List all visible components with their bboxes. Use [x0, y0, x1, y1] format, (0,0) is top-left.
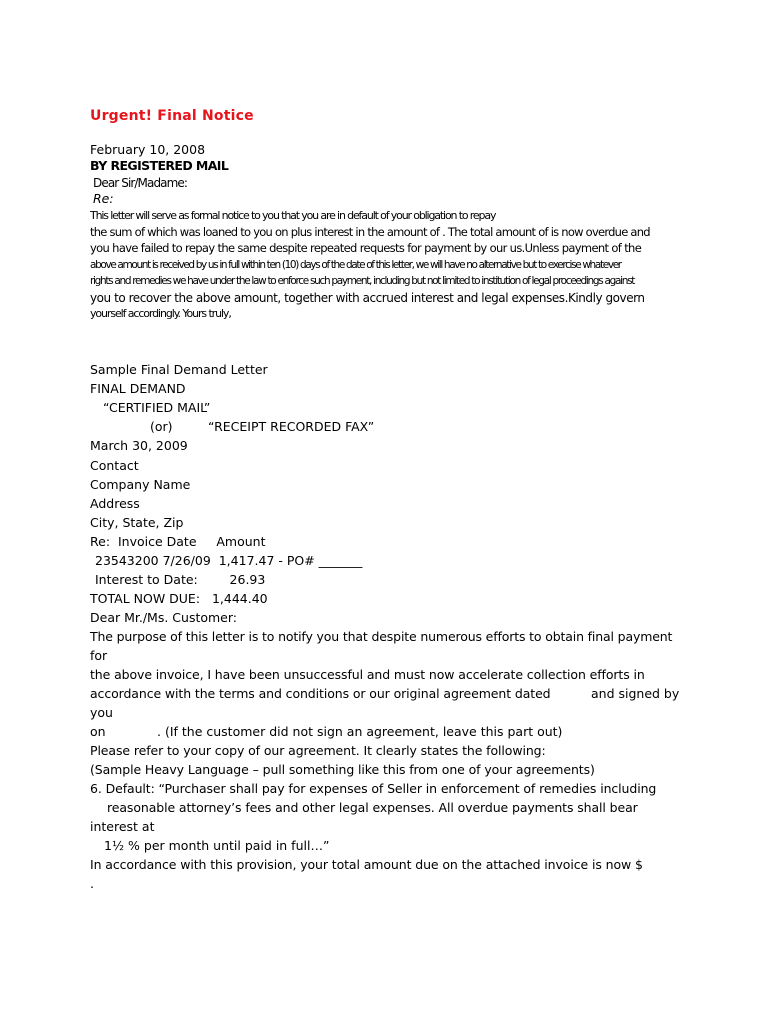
paragraph-line-9: interest at: [90, 819, 155, 834]
paragraph-line-3b: and signed by: [591, 686, 680, 701]
paragraph-line-7: 6. Default: “Purchaser shall pay for expenses of Seller in enforcement of remedies including: [90, 781, 657, 796]
re-invoice-header: Re: Invoice Date Amount: [90, 534, 266, 549]
customer-salutation: Dear Mr./Ms. Customer:: [90, 610, 238, 625]
demand-date: March 30, 2009: [90, 438, 188, 453]
final-demand-label: FINAL DEMAND: [90, 381, 186, 396]
paragraph-line-3c: you: [90, 705, 113, 720]
body-line-6: you to recover the above amount, together with accrued interest and legal expenses.Kindly govern: [90, 291, 645, 305]
body-line-5: rights and remedies we have under the law to enforce such payment, including but not limited to institution of legal proceedings against: [90, 275, 635, 287]
paragraph-line-4a: on: [90, 724, 106, 739]
paragraph-line-5: Please refer to your copy of our agreement. It clearly states the following:: [90, 743, 546, 758]
delivery-method: BY REGISTERED MAIL: [90, 158, 229, 173]
contact-line: Contact: [90, 458, 139, 473]
notice-title: Urgent! Final Notice: [90, 108, 254, 124]
body-line-4: above amount is received by us in full within ten (10) days of the date of this letter, we will have no alternative but to exercise whatever: [90, 259, 621, 271]
interest-line: Interest to Date: 26.93: [95, 572, 266, 587]
paragraph-line-11: In accordance with this provision, your total amount due on the attached invoice is now $: [90, 857, 643, 872]
paragraph-line-1: The purpose of this letter is to notify you that despite numerous efforts to obtain final payment: [90, 629, 673, 644]
paragraph-line-8: reasonable attorney’s fees and other legal expenses. All overdue payments shall bear: [107, 800, 638, 815]
paragraph-line-4b: . (If the customer did not sign an agreement, leave this part out): [157, 724, 563, 739]
body-line-3: you have failed to repay the same despite repeated requests for payment by our us.Unless payment of the: [90, 241, 642, 255]
demand-heading: Sample Final Demand Letter: [90, 362, 268, 377]
salutation: Dear Sir/Madame:: [93, 176, 188, 190]
or-label: (or): [150, 419, 173, 434]
paragraph-line-10: 1½ % per month until paid in full…”: [104, 838, 330, 853]
company-line: Company Name: [90, 477, 191, 492]
paragraph-line-1b: for: [90, 648, 108, 663]
paragraph-line-3: accordance with the terms and conditions or our original agreement dated: [90, 686, 551, 701]
re-label: Re:: [93, 191, 114, 206]
body-line-2: the sum of which was loaned to you on plus interest in the amount of . The total amount of is now overdue and: [90, 225, 650, 239]
certified-mail: “CERTIFIED MAIL”: [103, 400, 211, 415]
address-line: Address: [90, 496, 140, 511]
receipt-recorded-fax: “RECEIPT RECORDED FAX”: [208, 419, 375, 434]
invoice-line: 23543200 7/26/09 1,417.47 - PO# _______: [95, 553, 363, 568]
paragraph-line-12: .: [90, 876, 94, 891]
paragraph-line-6: (Sample Heavy Language – pull something like this from one of your agreements): [90, 762, 595, 777]
body-line-1: This letter will serve as formal notice to you that you are in default of your obligation to repay: [90, 209, 496, 222]
notice-date: February 10, 2008: [90, 142, 206, 157]
body-line-7: yourself accordingly. Yours truly,: [90, 307, 231, 320]
city-line: City, State, Zip: [90, 515, 184, 530]
paragraph-line-2: the above invoice, I have been unsuccessful and must now accelerate collection efforts in: [90, 667, 645, 682]
total-due-line: TOTAL NOW DUE: 1,444.40: [90, 591, 268, 606]
